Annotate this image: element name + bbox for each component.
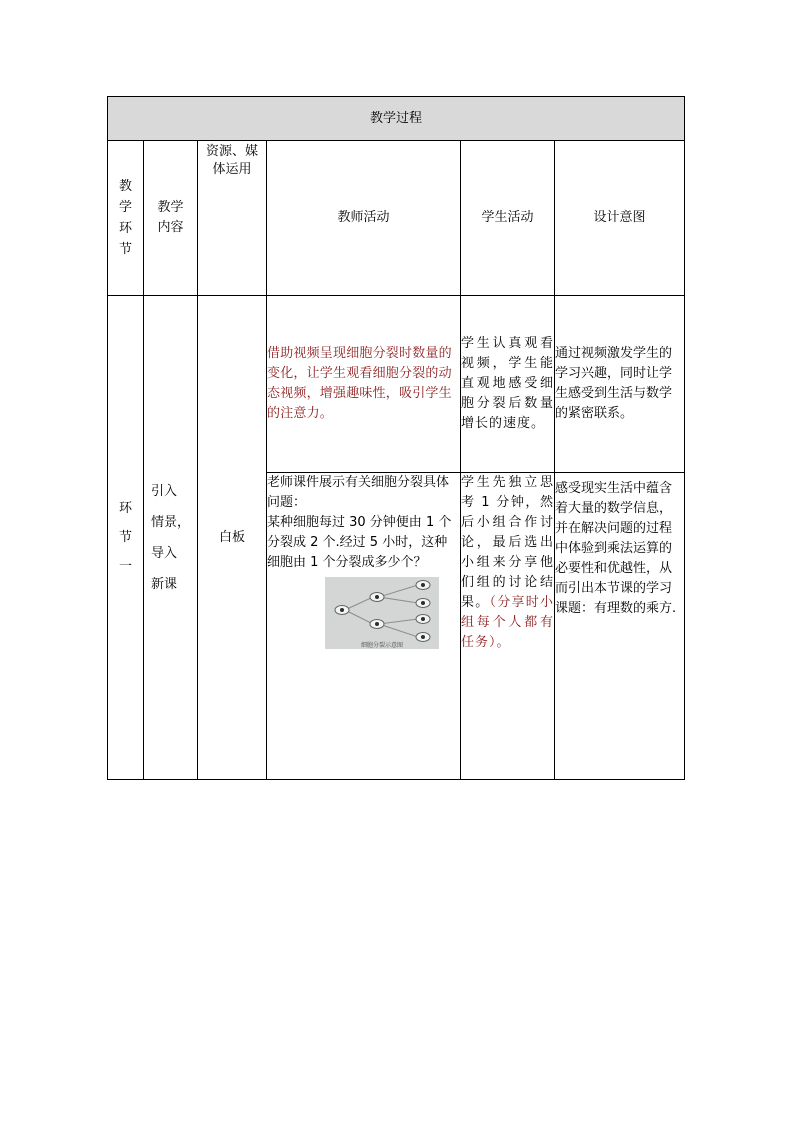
media-cell: 白板 — [198, 296, 267, 780]
design-intent-2: 感受现实生活中蕴含着大量的数学信息，并在解决问题的过程中体验到乘法运算的必要性和优越性，从而引出本节课的学习课题：有理数的乘方. — [555, 473, 685, 780]
table-title: 教学过程 — [108, 97, 685, 141]
teacher-activity-2 — [267, 473, 461, 780]
content-line-2: 情景， — [151, 514, 191, 530]
cell-division-diagram — [325, 577, 439, 649]
header-student: 学生活动 — [461, 141, 555, 296]
diagram-caption: 细胞分裂示意图 — [361, 642, 404, 649]
teacher-activity-1: 借助视频呈现细胞分裂时数量的变化，让学生观看细胞分裂的动态视频，增强趣味性，吸引学生的注意力。 — [267, 296, 461, 473]
student-activity-2 — [461, 473, 555, 780]
teacher-2-intro: 老师课件展示有关细胞分裂具体问题： — [267, 475, 450, 510]
stage-cell: 环节一 — [108, 296, 144, 780]
content-line-3: 导入 — [151, 545, 178, 561]
student-activity-1: 学生认真观看视频，学生能直观地感受细胞分裂后数量增长的速度。 — [461, 296, 555, 473]
design-intent-1: 通过视频激发学生的学习兴趣，同时让学生感受到生活与数学的紧密联系。 — [555, 296, 685, 473]
header-content: 教学内容 — [144, 141, 198, 296]
teacher-2-problem: 某种细胞每过 30 分钟便由 1 个分裂成 2 个.经过 5 小时，这种细胞由 1 个分裂成多少个？ — [267, 515, 452, 570]
teaching-process-table — [107, 96, 685, 780]
student-2-note: （分享时小组每个人都有任务）。 — [461, 595, 554, 650]
header-teacher: 教师活动 — [267, 141, 461, 296]
content-line-1: 引入 — [151, 483, 178, 499]
header-media: 资源、媒体运用 — [198, 141, 267, 296]
student-2-text: 学生先独立思考 1 分钟，然后小组合作讨论，最后选出小组来分享他们组的讨论结果。 — [461, 475, 554, 610]
content-line-4: 新课 — [151, 576, 178, 592]
header-stage: 教学环节 — [108, 141, 144, 296]
header-design: 设计意图 — [555, 141, 685, 296]
content-cell — [144, 296, 198, 780]
